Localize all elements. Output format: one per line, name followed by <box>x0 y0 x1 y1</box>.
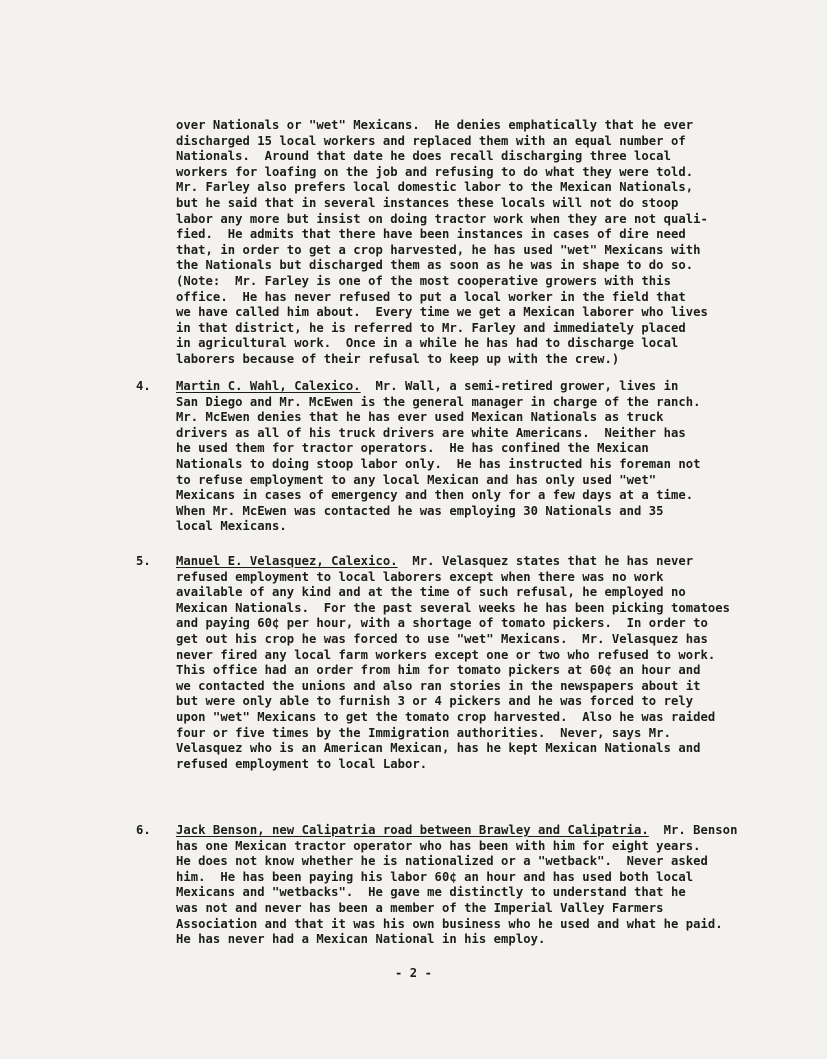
text-line: Association and that it was his own business who he used and what he paid. <box>176 916 723 931</box>
item-lines <box>176 570 730 773</box>
text-line: over Nationals or "wet" Mexicans. He denies emphatically that he ever <box>176 118 694 132</box>
text-line: he used them for tractor operators. He has confined the Mexican <box>176 441 649 456</box>
item-body <box>176 379 701 535</box>
text-line: drivers as all of his truck drivers are white Americans. Neither has <box>176 425 686 440</box>
text-line: to refuse employment to any local Mexican and has only used "wet" <box>176 472 657 487</box>
intro-paragraph <box>176 118 708 368</box>
text-line: Nationals. Around that date he does recall discharging three local <box>176 149 671 164</box>
item-first-rest: Mr. Benson <box>648 823 738 837</box>
item-first-rest: Mr. Velasquez states that he has never <box>397 554 694 568</box>
text-line: When Mr. McEwen was contacted he was employing 30 Nationals and 35 <box>176 503 664 518</box>
text-line: in agricultural work. Once in a while he has had to discharge local <box>176 336 679 351</box>
item-number: 6. <box>136 823 151 837</box>
item-first-line <box>176 823 737 839</box>
text-line: that, in order to get a crop harvested, he has used "wet" Mexicans with <box>176 242 701 257</box>
item-heading: Manuel E. Velasquez, Calexico. <box>176 554 398 568</box>
item-heading: Martin C. Wahl, Calexico. <box>176 379 361 393</box>
text-line: office. He has never refused to put a local worker in the field that <box>176 289 686 304</box>
text-line: Mr. McEwen denies that he has ever used Mexican Nationals as truck <box>176 410 664 425</box>
text-line: He does not know whether he is nationalized or a "wetback". Never asked <box>176 854 708 869</box>
text-line: never fired any local farm workers except one or two who refused to work. <box>176 647 716 662</box>
page-number: - 2 - <box>395 966 432 980</box>
text-line: He has never had a Mexican National in his employ. <box>176 932 546 947</box>
text-line: the Nationals but discharged them as soon as he was in shape to do so. <box>176 258 694 273</box>
item-heading: Jack Benson, new Calipatria road between Brawley and Calipatria. <box>176 823 649 837</box>
text-line: Mr. Farley also prefers local domestic labor to the Mexican Nationals, <box>176 180 694 195</box>
item-lines <box>176 395 701 535</box>
text-line: Velasquez who is an American Mexican, has he kept Mexican Nationals and <box>176 741 701 756</box>
text-line: refused employment to local Labor. <box>176 756 428 771</box>
text-line: Mexicans in cases of emergency and then only for a few days at a time. <box>176 488 694 503</box>
text-line: and paying 60¢ per hour, with a shortage of tomato pickers. In order to <box>176 616 708 631</box>
text-line: Mexican Nationals. For the past several weeks he has been picking tomatoes <box>176 600 731 615</box>
item-first-line <box>176 379 701 395</box>
text-line: laborers because of their refusal to keep up with the crew.) <box>176 351 620 366</box>
text-line: fied. He admits that there have been instances in cases of dire need <box>176 227 686 242</box>
text-line: get out his crop he was forced to use "wet" Mexicans. Mr. Velasquez has <box>176 631 708 646</box>
text-line: upon "wet" Mexicans to get the tomato crop harvested. Also he was raided <box>176 709 716 724</box>
text-line: but he said that in several instances these locals will not do stoop <box>176 195 679 210</box>
item-first-line <box>176 554 730 570</box>
text-line: San Diego and Mr. McEwen is the general manager in charge of the ranch. <box>176 394 701 409</box>
text-line: but were only able to furnish 3 or 4 pickers and he was forced to rely <box>176 694 694 709</box>
item-lines <box>176 839 737 948</box>
text-line: Mexicans and "wetbacks". He gave me distinctly to understand that he <box>176 885 686 900</box>
text-line: four or five times by the Immigration authorities. Never, says Mr. <box>176 725 671 740</box>
text-line: labor any more but insist on doing tractor work when they are not quali- <box>176 211 708 226</box>
item-body <box>176 554 730 772</box>
text-line: discharged 15 local workers and replaced them with an equal number of <box>176 133 686 148</box>
item-number: 5. <box>136 554 151 568</box>
text-line: (Note: Mr. Farley is one of the most cooperative growers with this <box>176 273 671 288</box>
item-first-rest: Mr. Wall, a semi-retired grower, lives in <box>360 379 679 393</box>
text-line: we contacted the unions and also ran stories in the newspapers about it <box>176 678 701 693</box>
text-line: available of any kind and at the time of such refusal, he employed no <box>176 585 686 600</box>
text-line: Nationals to doing stoop labor only. He has instructed his foreman not <box>176 456 701 471</box>
text-line: has one Mexican tractor operator who has been with him for eight years. <box>176 838 701 853</box>
item-body <box>176 823 737 948</box>
item-number: 4. <box>136 379 151 393</box>
text-line: workers for loafing on the job and refusing to do what they were told. <box>176 164 694 179</box>
text-line: in that district, he is referred to Mr. Farley and immediately placed <box>176 320 686 335</box>
text-line: we have called him about. Every time we get a Mexican laborer who lives <box>176 305 708 320</box>
text-line: refused employment to local laborers except when there was no work <box>176 569 664 584</box>
text-line: This office had an order from him for tomato pickers at 60¢ an hour and <box>176 663 701 678</box>
text-line: was not and never has been a member of the Imperial Valley Farmers <box>176 900 664 915</box>
text-line: local Mexicans. <box>176 519 287 534</box>
text-line: him. He has been paying his labor 60¢ an hour and has used both local <box>176 869 694 884</box>
